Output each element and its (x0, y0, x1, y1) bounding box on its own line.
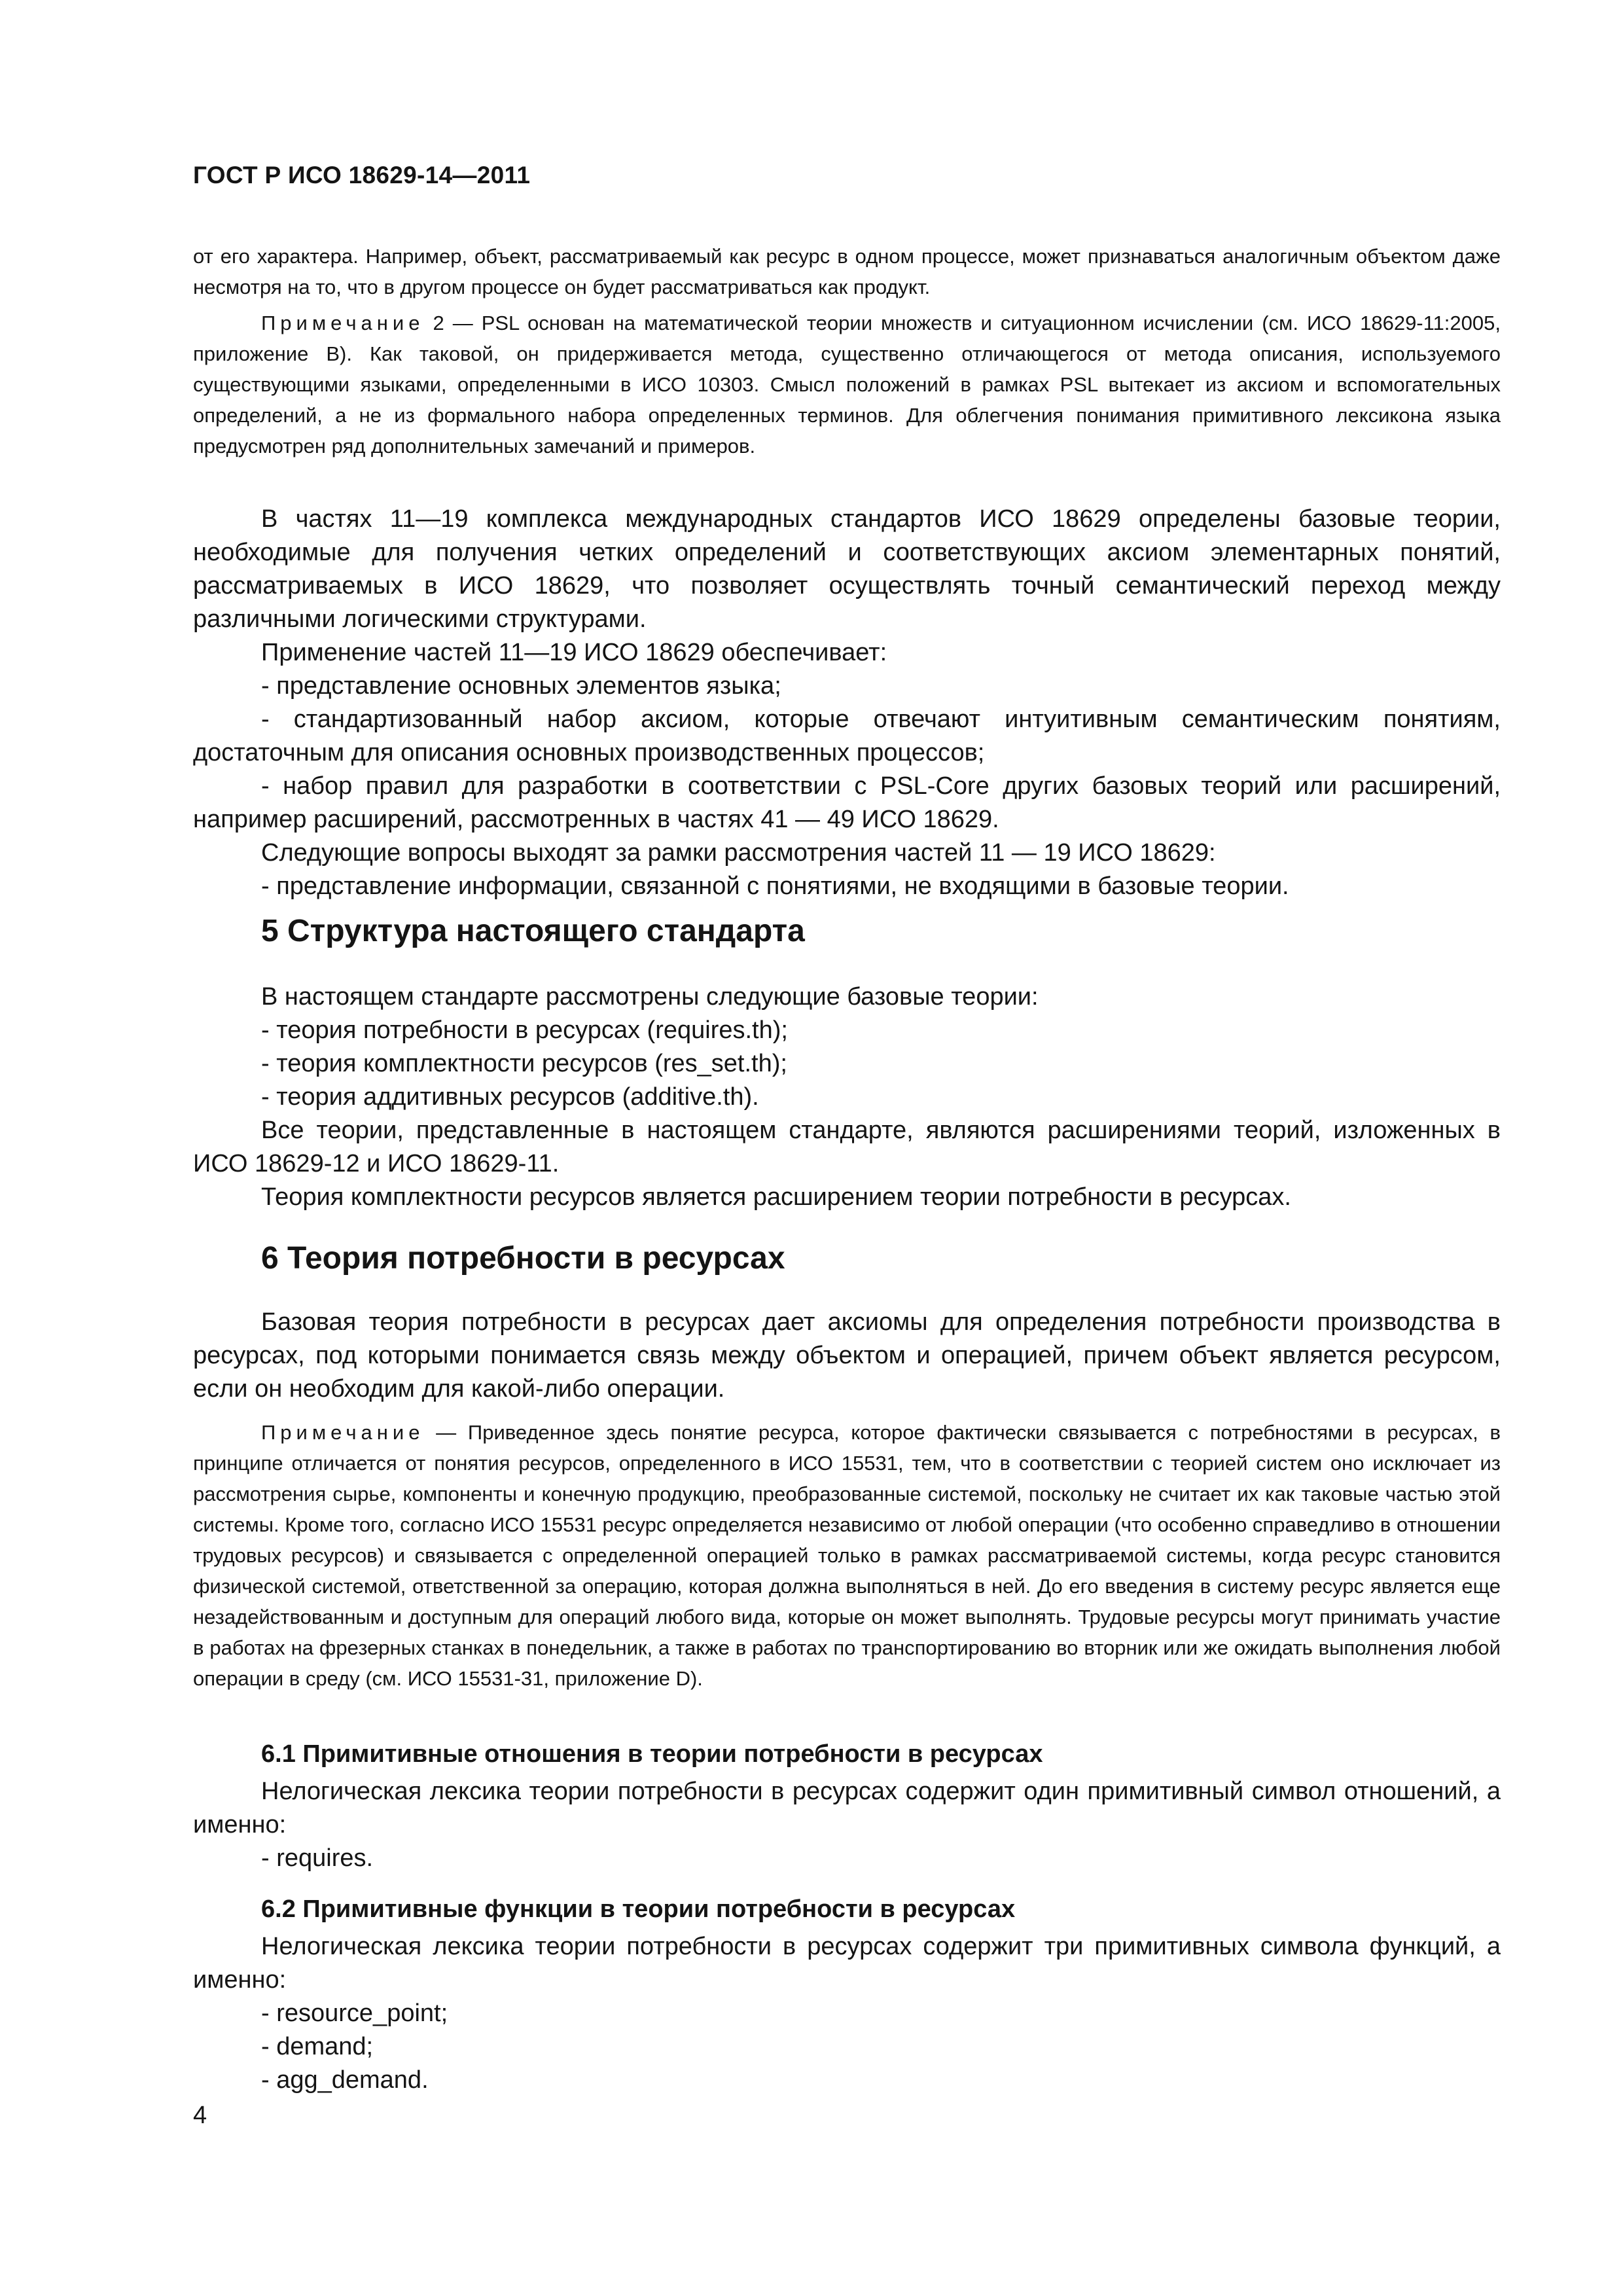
intro-list-item: - набор правил для разработки в соответствии с PSL-Core других базовых теорий или расширений, например расширений, рассмотренных в частях 41 — 49 ИСО 18629. (193, 772, 1501, 833)
section-6-note-text: — Приведенное здесь понятие ресурса, которое фактически связывается с потребностями в ресурсах, в принципе отличается от понятия ресурсов, определенного в ИСО 15531, тем, что в соответствии с теорией систем оно исключает из рассмотрения сырье, компоненты и конечную продукцию, преобразованные системой, поскольку не считает их как таковые частью этой системы. Кроме того, согласно ИСО 15531 ресурс определяется независимо от любой операции (что особенно справедливо в отношении трудовых ресурсов) и связывается с определенной операцией только в рамках рассматриваемой системы, когда ресурс становится физической системой, ответственной за операцию, которая должна выполняться в ней. До его введения в систему ресурс является еще незадействованным и доступным для операций любого вида, которые он может выполнять. Трудовые ресурсы могут принимать участие в работах на фрезерных станках в понедельник, а также в работах по транспортированию во вторник или же ожидать выполнения любой операции в среду (см. ИСО 15531-31, приложение D). (193, 1421, 1501, 1690)
section-5-list-item: - теория аддитивных ресурсов (additive.th). (261, 1083, 759, 1111)
subsection-6-2-list-item: - demand; (261, 2033, 374, 2060)
intro-list-item: - стандартизованный набор аксиом, которые отвечают интуитивным семантическим понятиям, достаточным для описания основных производственных процессов; (193, 706, 1501, 766)
section-5-body (193, 980, 1501, 1214)
section-5-paragraph-2: Все теории, представленные в настоящем стандарте, являются расширениями теорий, изложенных в ИСО 18629-12 и ИСО 18629-11. (193, 1117, 1501, 1177)
subsection-6-1-heading: 6.1 Примитивные отношения в теории потребности в ресурсах (261, 1740, 1043, 1768)
intro-list-item: - представление основных элементов языка; (261, 672, 781, 700)
section-6-note-label: Примечание (261, 1421, 425, 1444)
intro-small-block (193, 241, 1501, 302)
section-5-list-item: - теория потребности в ресурсах (requires.th); (261, 1016, 788, 1044)
subsection-6-2-paragraph: Нелогическая лексика теории потребности в ресурсах содержит три примитивных символа функций, а именно: (193, 1933, 1501, 1994)
intro-normal-block (193, 503, 1501, 903)
continuation-paragraph: от его характера. Например, объект, рассматриваемый как ресурс в одном процессе, может признаваться аналогичным объектом даже несмотря на то, что в другом процессе он будет рассматриваться как продукт. (193, 245, 1501, 298)
section-5-heading: 5 Структура настоящего стандарта (261, 914, 805, 948)
intro-paragraph-1: В частях 11—19 комплекса международных стандартов ИСО 18629 определены базовые теории, необходимые для получения четких определений и соответствующих аксиом элементарных понятий, рассматриваемых в ИСО 18629, что позволяет осуществлять точный семантический переход между различными логическими структурами. (193, 505, 1501, 633)
intro-paragraph-3: Следующие вопросы выходят за рамки рассмотрения частей 11 — 19 ИСО 18629: (261, 839, 1216, 867)
intro-list2-item: - представление информации, связанной с понятиями, не входящими в базовые теории. (261, 872, 1289, 900)
subsection-6-2-list-item: - resource_point; (261, 2000, 448, 2027)
section-6-heading: 6 Теория потребности в ресурсах (261, 1241, 785, 1276)
note-2-paragraph (193, 308, 1501, 461)
subsection-6-2-heading: 6.2 Примитивные функции в теории потребности в ресурсах (261, 1895, 1016, 1923)
note-2-label: Примечание (261, 312, 425, 334)
intro-paragraph-2: Применение частей 11—19 ИСО 18629 обеспечивает: (261, 639, 887, 666)
section-5-paragraph-1: В настоящем стандарте рассмотрены следующие базовые теории: (261, 983, 1039, 1011)
section-5-list-item: - теория комплектности ресурсов (res_set.th); (261, 1050, 787, 1077)
page-number: 4 (193, 2102, 207, 2129)
subsection-6-2 (193, 1893, 1501, 2097)
note-2-text: 2 — PSL основан на математической теории множеств и ситуационном исчислении (см. ИСО 18629-11:2005, приложение В). Как таковой, он придерживается метода, существенно отличающегося от метода описания, используемого существующими языками, определенными в ИСО 10303. Смысл положений в рамках PSL вытекает из аксиом и вспомогательных определений, а не из формального набора определенных терминов. Для облегчения понимания примитивного лексикона языка предусмотрен ряд дополнительных замечаний и примеров. (193, 312, 1501, 457)
subsection-6-1-paragraph: Нелогическая лексика теории потребности в ресурсах содержит один примитивный символ отношений, а именно: (193, 1778, 1501, 1839)
document-code-header: ГОСТ Р ИСО 18629-14—2011 (193, 162, 531, 188)
section-6-intro (193, 1306, 1501, 1406)
subsection-6-1-list-item: - requires. (261, 1844, 374, 1872)
section-5-paragraph-3: Теория комплектности ресурсов является расширением теории потребности в ресурсах. (261, 1183, 1291, 1211)
note-2-block (193, 308, 1501, 461)
section-6-note-block (193, 1417, 1501, 1694)
section-6-note-paragraph (193, 1417, 1501, 1694)
subsection-6-1 (193, 1738, 1501, 1875)
section-6-paragraph-1: Базовая теория потребности в ресурсах дает аксиомы для определения потребности производства в ресурсах, под которыми понимается связь между объектом и операцией, причем объект является ресурсом, если он необходим для какой-либо операции. (193, 1308, 1501, 1403)
subsection-6-2-list-item: - agg_demand. (261, 2066, 429, 2094)
